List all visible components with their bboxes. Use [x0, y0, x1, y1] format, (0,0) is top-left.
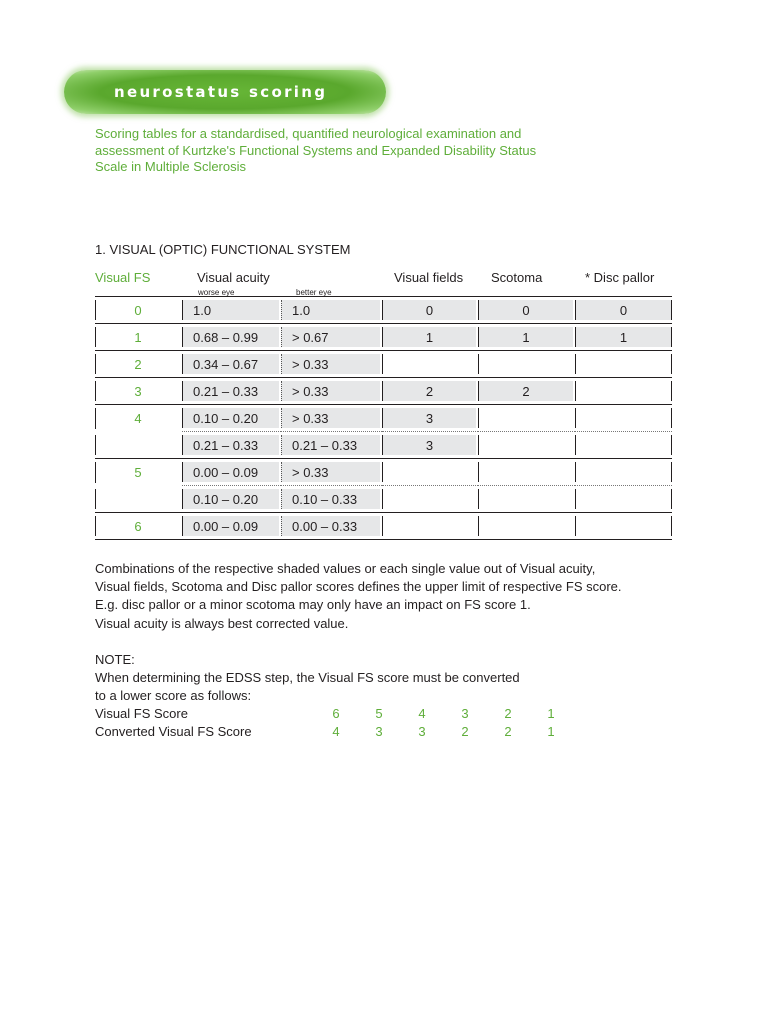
- better-eye-cell: > 0.67: [281, 327, 380, 347]
- scotoma-cell: 2: [478, 381, 573, 401]
- disc-pallor-cell: [575, 381, 672, 401]
- table-row: [95, 324, 672, 351]
- visual-fields-cell: 0: [382, 300, 476, 320]
- conversion-value: 3: [461, 706, 469, 721]
- conversion-value: 3: [418, 724, 426, 739]
- note-line: When determining the EDSS step, the Visual FS score must be converted: [95, 670, 520, 686]
- better-eye-cell: 0.21 – 0.33: [281, 435, 380, 455]
- visual-fields-cell: [382, 462, 476, 482]
- visual-fs-table: [95, 296, 672, 540]
- conversion-value: 2: [504, 706, 512, 721]
- fs-score-cell: 5: [95, 462, 180, 483]
- better-eye-cell: 0.00 – 0.33: [281, 516, 380, 536]
- worse-eye-cell: 0.68 – 0.99: [182, 327, 279, 347]
- conversion-value: 1: [547, 706, 555, 721]
- conversion-value: 4: [332, 724, 340, 739]
- conversion-value: 6: [332, 706, 340, 721]
- conversion-label: Visual FS Score: [95, 706, 188, 721]
- scotoma-cell: 0: [478, 300, 573, 320]
- table-row: [95, 486, 672, 513]
- col-header-visual-acuity: Visual acuity: [197, 270, 270, 285]
- fs-score-cell: 4: [95, 408, 180, 429]
- disc-pallor-cell: [575, 462, 672, 482]
- explanation-line: Visual fields, Scotoma and Disc pallor scores defines the upper limit of respective FS score.: [95, 579, 622, 595]
- worse-eye-cell: 0.21 – 0.33: [182, 435, 279, 455]
- col-header-scotoma: Scotoma: [491, 270, 543, 285]
- conversion-value: 2: [504, 724, 512, 739]
- explanation-paragraph: [95, 560, 695, 633]
- col-header-visual-fs: Visual FS: [95, 270, 151, 285]
- worse-eye-cell: 0.21 – 0.33: [182, 381, 279, 401]
- worse-eye-cell: 0.00 – 0.09: [182, 462, 279, 482]
- explanation-line: Visual acuity is always best corrected value.: [95, 615, 349, 631]
- table-row: [95, 513, 672, 540]
- conversion-value: 2: [461, 724, 469, 739]
- section-heading: 1. VISUAL (OPTIC) FUNCTIONAL SYSTEM: [95, 242, 351, 257]
- fs-score-cell: 6: [95, 516, 180, 536]
- subheader-worse-eye: worse eye: [198, 288, 235, 297]
- better-eye-cell: > 0.33: [281, 408, 380, 428]
- scotoma-cell: [478, 516, 573, 536]
- disc-pallor-cell: 0: [575, 300, 672, 320]
- worse-eye-cell: 0.34 – 0.67: [182, 354, 279, 374]
- disc-pallor-cell: [575, 489, 672, 509]
- visual-fields-cell: 2: [382, 381, 476, 401]
- visual-fields-cell: 3: [382, 435, 476, 455]
- scotoma-cell: [478, 489, 573, 509]
- note-line: to a lower score as follows:: [95, 688, 252, 704]
- conversion-value: 3: [375, 724, 383, 739]
- visual-fields-cell: [382, 489, 476, 509]
- table-row: [95, 297, 672, 324]
- worse-eye-cell: 0.10 – 0.20: [182, 489, 279, 509]
- conversion-label: Converted Visual FS Score: [95, 724, 252, 739]
- intro-text: Scoring tables for a standardised, quantified neurological examination and assessment of Kurtzke's Functional Systems and Expanded Disability Status Scale in Multiple Sclerosis: [95, 126, 537, 174]
- conversion-value: 5: [375, 706, 383, 721]
- scotoma-cell: [478, 354, 573, 374]
- table-row: [95, 432, 672, 459]
- worse-eye-cell: 0.00 – 0.09: [182, 516, 279, 536]
- visual-fields-cell: [382, 516, 476, 536]
- subheader-better-eye: better eye: [296, 288, 332, 297]
- fs-score-cell: 2: [95, 354, 180, 374]
- fs-score-cell: 3: [95, 381, 180, 401]
- visual-fields-cell: 3: [382, 408, 476, 428]
- fs-score-cell: [95, 489, 180, 510]
- col-header-disc-pallor: * Disc pallor: [585, 270, 655, 285]
- better-eye-cell: > 0.33: [281, 381, 380, 401]
- note-block: [95, 651, 520, 706]
- conversion-value: 4: [418, 706, 426, 721]
- better-eye-cell: 1.0: [281, 300, 380, 320]
- note-label: NOTE:: [95, 652, 135, 667]
- table-row: [95, 351, 672, 378]
- col-header-visual-fields: Visual fields: [394, 270, 464, 285]
- table-row: [95, 459, 672, 486]
- disc-pallor-cell: 1: [575, 327, 672, 347]
- better-eye-cell: > 0.33: [281, 354, 380, 374]
- fs-score-cell: [95, 435, 180, 456]
- better-eye-cell: 0.10 – 0.33: [281, 489, 380, 509]
- scotoma-cell: [478, 435, 573, 455]
- worse-eye-cell: 1.0: [182, 300, 279, 320]
- explanation-line: Combinations of the respective shaded values or each single value out of Visual acuity,: [95, 561, 596, 576]
- disc-pallor-cell: [575, 435, 672, 455]
- visual-fields-cell: 1: [382, 327, 476, 347]
- disc-pallor-cell: [575, 354, 672, 374]
- explanation-line: E.g. disc pallor or a minor scotoma may only have an impact on FS score 1.: [95, 597, 531, 613]
- fs-score-cell: 0: [95, 300, 180, 320]
- header-banner: [64, 70, 386, 114]
- scotoma-cell: [478, 408, 573, 428]
- table-row: [95, 378, 672, 405]
- banner-title: neurostatus scoring: [114, 83, 328, 101]
- disc-pallor-cell: [575, 516, 672, 536]
- fs-score-cell: 1: [95, 327, 180, 347]
- scotoma-cell: 1: [478, 327, 573, 347]
- conversion-value: 1: [547, 724, 555, 739]
- disc-pallor-cell: [575, 408, 672, 428]
- visual-fields-cell: [382, 354, 476, 374]
- scotoma-cell: [478, 462, 573, 482]
- worse-eye-cell: 0.10 – 0.20: [182, 408, 279, 428]
- table-row: [95, 405, 672, 432]
- better-eye-cell: > 0.33: [281, 462, 380, 482]
